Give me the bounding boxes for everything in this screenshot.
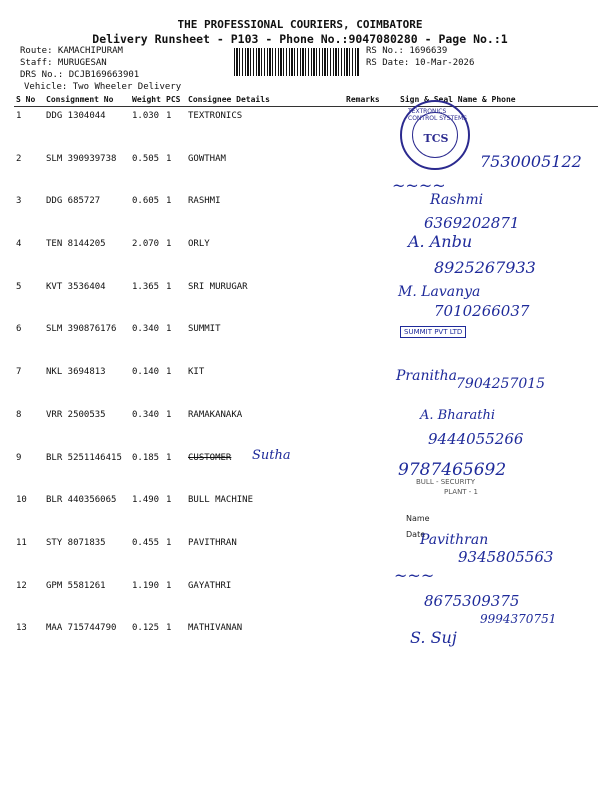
row-weight: 1.365 <box>132 281 160 292</box>
rs-no-label: RS No.: 1696639 <box>366 46 448 56</box>
row-pcs: 1 <box>166 196 172 207</box>
row-consignment: BLR 440356065 <box>46 495 117 506</box>
row-weight: 0.605 <box>132 196 160 207</box>
row-sno: 3 <box>16 196 22 207</box>
table-row <box>14 320 598 363</box>
row-pcs: 1 <box>166 281 172 292</box>
row-consignee: TEXTRONICS <box>188 111 243 121</box>
row-consignee: PAVITHRAN <box>188 537 237 548</box>
handwritten-phone: 8925267933 <box>434 258 536 277</box>
row-pcs: 1 <box>166 537 172 548</box>
vehicle-label: Vehicle: Two Wheeler Delivery <box>24 82 182 92</box>
row-consignee: BULL MACHINE <box>188 495 254 506</box>
row-pcs: 1 <box>166 580 172 591</box>
row-consignment: NKL 3694813 <box>46 367 106 378</box>
handwritten-name: Pavithran <box>420 532 489 548</box>
row-remarks <box>344 235 398 278</box>
table-row <box>14 491 598 534</box>
bull-seal: BULL - SECURITY <box>416 478 476 486</box>
summit-seal: SUMMIT PVT LTD <box>400 326 466 338</box>
col-consignment: Consignment No <box>44 94 130 107</box>
row-pcs: 1 <box>166 409 172 420</box>
handwritten-phone: 7010266037 <box>434 302 530 320</box>
stamp-center-text: TCS <box>423 132 449 145</box>
row-consignee: RASHMI <box>188 196 221 207</box>
row-pcs: 1 <box>166 367 172 378</box>
table-row <box>14 449 598 492</box>
row-sno: 6 <box>16 324 22 335</box>
col-remarks: Remarks <box>344 94 398 107</box>
date-field-label: Date <box>406 530 426 539</box>
row-consignee: KIT <box>188 367 205 378</box>
row-remarks <box>344 192 398 235</box>
row-pcs: 1 <box>166 623 172 634</box>
row-sno: 11 <box>16 537 27 548</box>
row-consignment: TEN 8144205 <box>46 239 106 250</box>
runsheet-subtitle: Delivery Runsheet - P103 - Phone No.:9047080280 - Page No.:1 <box>92 32 508 46</box>
row-sno: 7 <box>16 367 22 378</box>
handwritten-phone: 6369202871 <box>424 214 520 232</box>
col-consignee: Consignee Details <box>186 94 344 107</box>
rs-date-label: RS Date: 10-Mar-2026 <box>366 58 475 68</box>
stamp-inner-circle <box>412 112 458 158</box>
company-title: THE PROFESSIONAL COURIERS, COIMBATORE <box>177 18 423 31</box>
row-pcs: 1 <box>166 452 172 463</box>
table-header-row <box>14 94 598 107</box>
row-consignee: RAMAKANAKA <box>188 409 243 420</box>
row-weight: 0.340 <box>132 324 160 335</box>
handwritten-phone: 9994370751 <box>480 612 557 626</box>
signature-scribble: ~~~~ <box>392 176 446 195</box>
handwritten-name: A. Bharathi <box>420 408 496 423</box>
staff-label: Staff: MURUGESAN <box>20 58 107 68</box>
row-consignment: DDG 685727 <box>46 196 101 207</box>
row-consignment: KVT 3536404 <box>46 281 106 292</box>
row-sno: 13 <box>16 623 27 634</box>
handwritten-phone: 9787465692 <box>398 460 507 480</box>
row-remarks <box>344 534 398 577</box>
col-weight: Weight <box>130 94 164 107</box>
handwritten-phone: 7904257015 <box>456 376 546 392</box>
row-remarks <box>344 406 398 449</box>
col-sign: Sign & Seal Name & Phone <box>398 94 598 107</box>
row-weight: 0.455 <box>132 537 160 548</box>
row-consignee: GAYATHRI <box>188 580 232 591</box>
row-remarks <box>344 107 398 150</box>
row-sno: 2 <box>16 153 22 164</box>
row-pcs: 1 <box>166 111 172 121</box>
row-sno: 9 <box>16 452 22 463</box>
handwritten-name: Pranitha <box>396 368 457 384</box>
row-sno: 12 <box>16 580 27 591</box>
col-sno: S No <box>14 94 44 107</box>
signature-scribble: ~~~ <box>394 566 435 585</box>
row-remarks <box>344 577 398 620</box>
handwritten-name: Rashmi <box>430 192 484 208</box>
row-remarks <box>344 449 398 492</box>
row-remarks <box>344 363 398 406</box>
row-sign <box>398 491 598 534</box>
barcode <box>234 48 360 76</box>
row-consignee: ORLY <box>188 239 210 250</box>
handwritten-name: Sutha <box>252 448 291 463</box>
row-consignment: BLR 5251146415 <box>46 452 122 463</box>
drs-label: DRS No.: DCJB169663901 <box>20 70 140 80</box>
row-sno: 8 <box>16 409 22 420</box>
row-weight: 1.490 <box>132 495 160 506</box>
row-consignee: GOWTHAM <box>188 153 226 164</box>
row-consignment: SLM 390876176 <box>46 324 117 335</box>
row-pcs: 1 <box>166 239 172 250</box>
row-weight: 0.140 <box>132 367 160 378</box>
handwritten-name: M. Lavanya <box>398 284 481 300</box>
row-weight: 1.190 <box>132 580 160 591</box>
company-stamp <box>400 100 470 170</box>
handwritten-phone: 8675309375 <box>424 592 520 610</box>
name-field-label: Name <box>406 514 430 523</box>
row-pcs: 1 <box>166 324 172 335</box>
row-remarks <box>344 619 398 662</box>
table-row <box>14 107 598 150</box>
handwritten-phone: 9444055266 <box>428 430 524 448</box>
row-weight: 0.185 <box>132 452 160 463</box>
handwritten-name: S. Suj <box>410 628 457 647</box>
row-consignee: MATHIVANAN <box>188 623 243 634</box>
col-pcs: PCS <box>164 94 186 107</box>
handwritten-phone: 9345805563 <box>458 548 554 566</box>
row-pcs: 1 <box>166 153 172 164</box>
row-consignment: STY 8071835 <box>46 537 106 548</box>
row-sno: 4 <box>16 239 22 250</box>
row-consignee: SRI MURUGAR <box>188 281 248 292</box>
row-pcs: 1 <box>166 495 172 506</box>
handwritten-phone: 7530005122 <box>480 152 582 171</box>
row-consignee: SUMMIT <box>188 324 221 335</box>
row-remarks <box>344 150 398 193</box>
row-consignment: GPM 5581261 <box>46 580 106 591</box>
row-remarks <box>344 491 398 534</box>
row-weight: 2.070 <box>132 239 160 250</box>
row-sno: 1 <box>16 111 22 121</box>
stamp-ring-text: TEXTRONICS CONTROL SYSTEMS <box>408 108 467 122</box>
row-weight: 1.030 <box>132 111 160 121</box>
row-sno: 5 <box>16 281 22 292</box>
route-label: Route: KAMACHIPURAM <box>20 46 123 56</box>
row-consignment: SLM 390939738 <box>46 153 117 164</box>
row-consignment: DDG 1304044 <box>46 111 106 121</box>
row-weight: 0.125 <box>132 623 160 634</box>
handwritten-name: A. Anbu <box>408 232 473 251</box>
row-consignment: MAA 715744790 <box>46 623 117 634</box>
row-weight: 0.505 <box>132 153 160 164</box>
row-sno: 10 <box>16 495 27 506</box>
row-weight: 0.340 <box>132 409 160 420</box>
row-consignment: VRR 2500535 <box>46 409 106 420</box>
plant-seal: PLANT - 1 <box>444 488 479 496</box>
row-remarks <box>344 320 398 363</box>
row-remarks <box>344 278 398 321</box>
row-consignee: CUSTOMER <box>188 452 232 463</box>
